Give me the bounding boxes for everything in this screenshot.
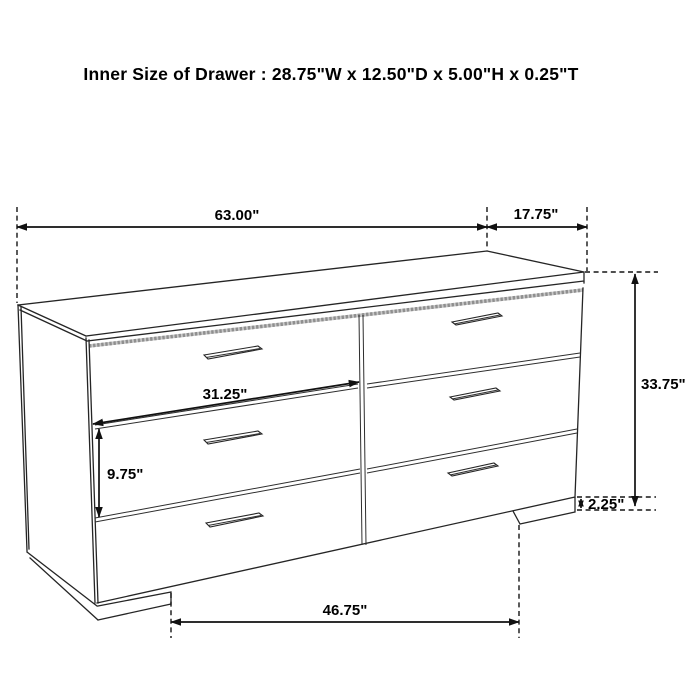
base-extension-dashed-lines [171,525,519,638]
base-right-leg [513,498,575,524]
height-dimensions [577,272,686,513]
page-title: Inner Size of Drawer : 28.75"W x 12.50"D x 5.00"H x 0.25"T [83,64,579,84]
top-surface-edges [18,251,584,341]
dresser-base [27,498,575,620]
drawer-handle-seam [208,516,261,526]
dresser-drawing [18,251,584,620]
dresser-top [18,251,584,346]
center-divider [359,315,366,545]
overall-width-label: 63.00" [214,207,260,224]
drawer-separation-lines [95,353,580,522]
overall-depth-label: 17.75" [513,206,559,223]
overall-height-label: 33.75" [641,376,686,393]
top-extension-dashed-lines [17,207,587,303]
base-clearance-label: 46.75" [322,602,368,619]
drawer-dimensions [93,382,359,517]
drawer-height-label: 9.75" [107,466,144,483]
drawer-handle-seam [452,390,498,399]
drawer-handles [204,313,502,527]
drawer-handle-seam [454,315,500,324]
drawer-width-label: 31.25" [202,386,248,403]
base-left-plinth [27,552,171,620]
drawer-handle-seam [450,465,496,475]
base-clearance-dimension [171,525,519,638]
base-height-label: 2.25" [588,496,625,513]
